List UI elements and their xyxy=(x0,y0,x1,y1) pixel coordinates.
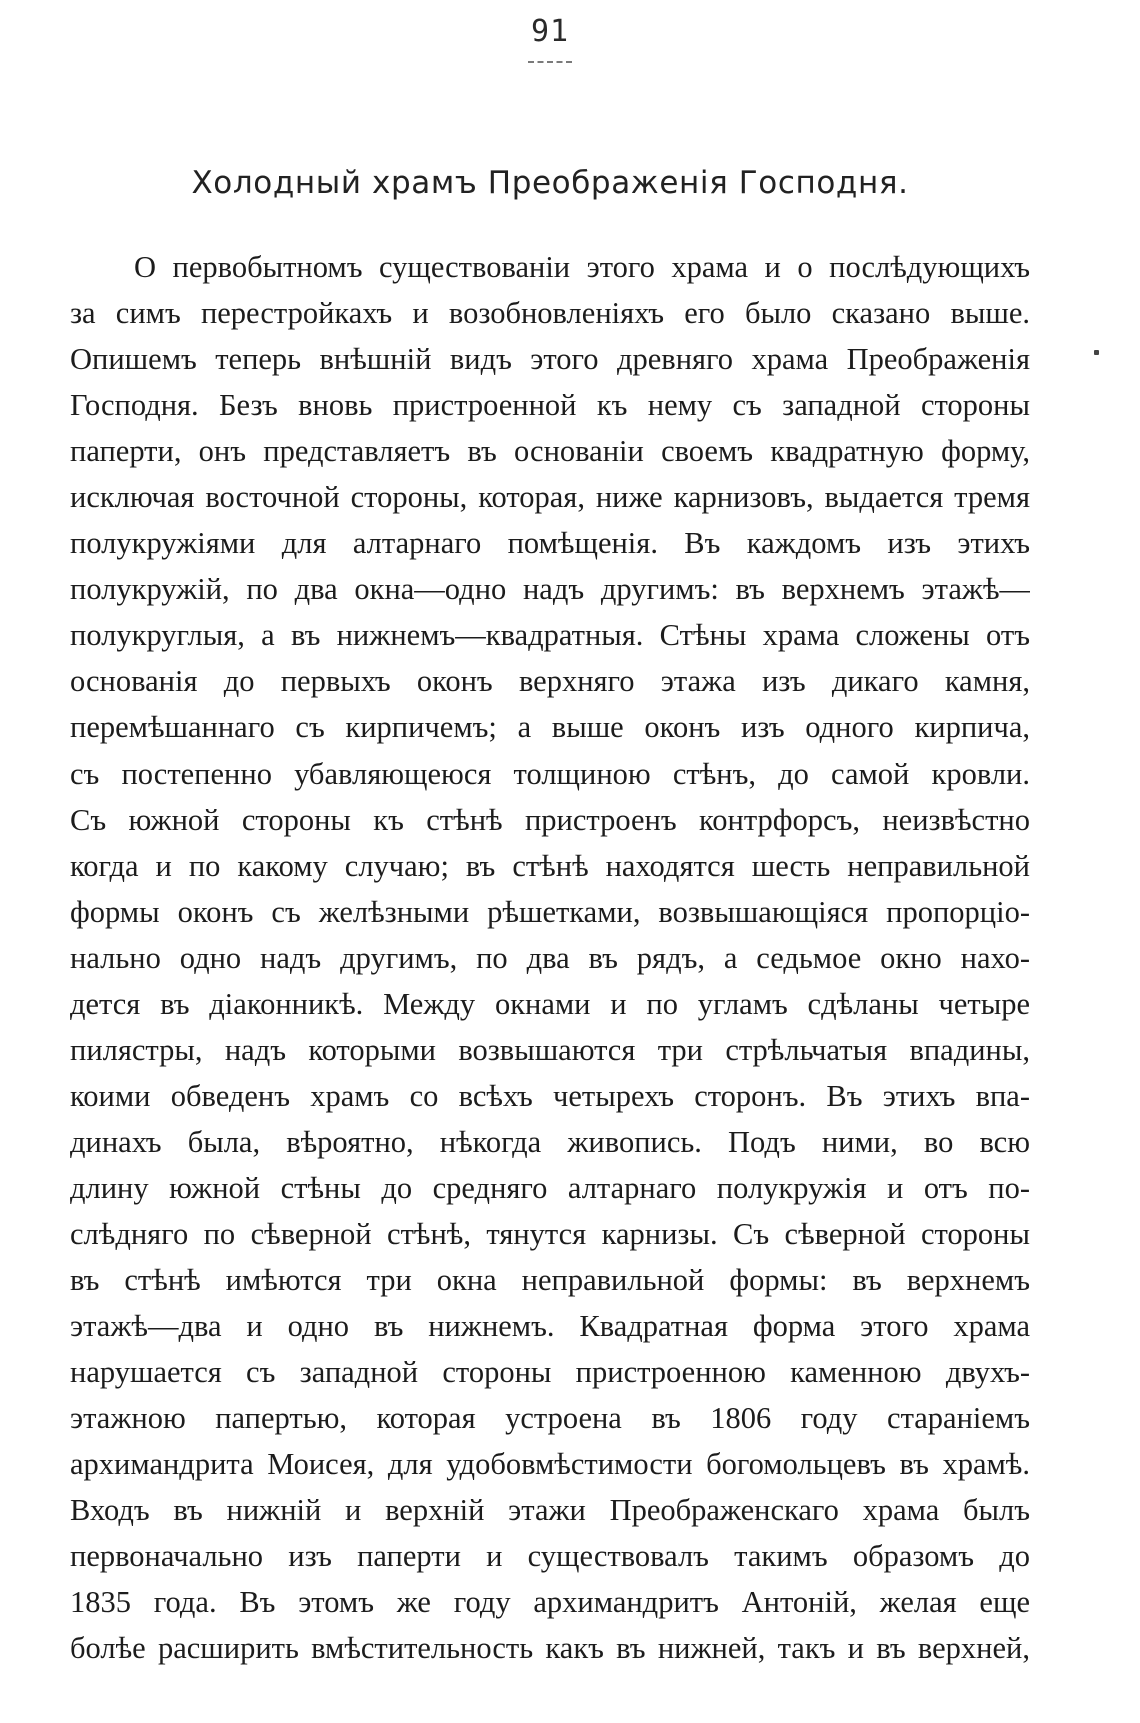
text-line: архимандрита Моисея, для удобовмѣстимости богомольцевъ въ храмѣ. xyxy=(70,1447,1030,1482)
page-number-rule xyxy=(528,61,572,65)
text-line: паперти, онъ представляетъ въ основаніи своемъ квадратную форму, xyxy=(70,434,1030,469)
text-line: основанія до первыхъ оконъ верхняго этажа изъ дикаго камня, xyxy=(70,664,1030,699)
text-line: этажною папертью, которая устроена въ 1806 году стараніемъ xyxy=(70,1401,1030,1436)
page-number: 91 xyxy=(530,14,570,49)
text-line: Опишемъ теперь внѣшній видъ этого древняго храма Преображенія xyxy=(70,342,1030,377)
text-line: когда и по какому случаю; въ стѣнѣ находятся шесть неправильной xyxy=(70,848,1030,883)
text-line: полукружій, по два окна—одно надъ другимъ: въ верхнемъ этажѣ— xyxy=(70,572,1030,607)
text-line: перемѣшаннаго съ кирпичемъ; а выше оконъ изъ одного кирпича, xyxy=(70,710,1030,745)
text-line: Господня. Безъ вновь пристроенной къ нему съ западной стороны xyxy=(70,388,1030,423)
text-line: дется въ діаконникѣ. Между окнами и по угламъ сдѣланы четыре xyxy=(70,986,1030,1021)
body-paragraph xyxy=(70,244,1030,1671)
text-line: полукружіями для алтарнаго помѣщенія. Въ каждомъ изъ этихъ xyxy=(70,526,1030,561)
text-line: съ постепенно убавляющеюся толщиною стѣнъ, до самой кровли. xyxy=(70,756,1030,791)
text-line: за симъ перестройкахъ и возобновленіяхъ его было сказано выше. xyxy=(70,296,1030,331)
text-line: длину южной стѣны до средняго алтарнаго полукружія и отъ по- xyxy=(70,1170,1030,1205)
text-line: первоначально изъ паперти и существовалъ такимъ образомъ до xyxy=(70,1539,1030,1574)
text-line: 1835 года. Въ этомъ же году архимандритъ Антоній, желая еще xyxy=(70,1585,1030,1620)
section-heading: Холодный храмъ Преображенія Господня. xyxy=(191,165,909,201)
text-line: Входъ въ нижній и верхній этажи Преображенскаго храма былъ xyxy=(70,1493,1030,1528)
text-line: Съ южной стороны къ стѣнѣ пристроенъ контрфорсъ, неизвѣстно xyxy=(70,802,1030,837)
text-line: полукруглыя, а въ нижнемъ—квадратныя. Стѣны храма сложены отъ xyxy=(70,618,1030,653)
text-line: динахъ была, вѣроятно, нѣкогда живопись. Подъ ними, во всю xyxy=(70,1124,1030,1159)
text-line: этажѣ—два и одно въ нижнемъ. Квадратная форма этого храма xyxy=(70,1309,1030,1344)
margin-ink-mark xyxy=(1094,350,1099,355)
text-line: формы оконъ съ желѣзными рѣшетками, возвышающіяся пропорціо- xyxy=(70,894,1030,929)
text-line: въ стѣнѣ имѣются три окна неправильной формы: въ верхнемъ xyxy=(70,1263,1030,1298)
text-line: коими обведенъ храмъ со всѣхъ четырехъ сторонъ. Въ этихъ впа- xyxy=(70,1078,1030,1113)
text-line: слѣдняго по сѣверной стѣнѣ, тянутся карнизы. Съ сѣверной стороны xyxy=(70,1216,1030,1251)
text-line: болѣе расширить вмѣстительность какъ въ нижней, такъ и въ верхней, xyxy=(70,1631,1030,1666)
text-line: нально одно надъ другимъ, по два въ рядъ, а седьмое окно нахо- xyxy=(70,940,1030,975)
text-line: нарушается съ западной стороны пристроенною каменною двухъ- xyxy=(70,1355,1030,1390)
text-line: исключая восточной стороны, которая, ниже карнизовъ, выдается тремя xyxy=(70,480,1030,515)
text-line: О первобытномъ существованіи этого храма и о послѣдующихъ xyxy=(134,250,1030,284)
text-line: пилястры, надъ которыми возвышаются три стрѣльчатыя впадины, xyxy=(70,1032,1030,1067)
